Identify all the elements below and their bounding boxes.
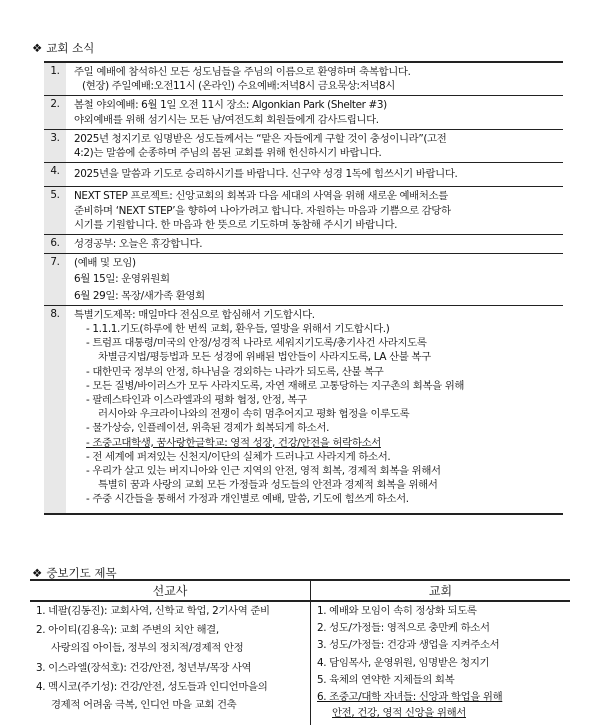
news-item: [44, 254, 563, 306]
news-item-text: 야외예배를 위해 섬기시는 모든 남/여전도회 회원들에게 감사드립니다.: [74, 113, 379, 126]
missionary-item: 1. 네팔(김동진): 교회사역, 신학교 학업, 2기사역 준비: [36, 605, 270, 617]
news-item-text: 준비하며 ‘NEXT STEP’을 향하여 나아가려고 합니다. 자원하는 마음과 기쁨으로 감당하: [74, 204, 451, 217]
diamond-bullet-icon: ❖: [32, 41, 43, 55]
news-item-number: 8.: [44, 305, 66, 513]
news-item-number: 5.: [44, 187, 66, 235]
church-item: 1. 예배와 모임이 속히 정상화 되도록: [317, 605, 477, 617]
news-item-text: (현장) 주일예배:오전11시 (온라인) 수요예배:저녁8시 금요묵상:저녁8시: [82, 80, 395, 93]
church-list: [311, 601, 571, 725]
prayer-item: - 주중 시간들을 통해서 가정과 개인별로 예배, 말씀, 기도에 힘쓰게 하소서.: [86, 493, 409, 506]
news-item-text: NEXT STEP 프로젝트: 신앙교회의 회복과 다음 세대의 사역을 위해 새로운 예배처소를: [74, 190, 448, 203]
church-header: 교회: [311, 580, 571, 601]
intercession-table: [30, 579, 570, 725]
church-item: 5. 육체의 연약한 지체들의 회복: [317, 673, 455, 686]
church-item: 3. 성도/가정들: 건강과 생업을 지켜주소서: [317, 639, 500, 652]
news-item-text: 4:2)는 말씀에 순종하며 주님의 몸된 교회를 위해 헌신하시기 바랍니다.: [74, 147, 382, 160]
news-item-number: 6.: [44, 235, 66, 254]
news-item-text: (예배 및 모임): [74, 257, 136, 270]
news-item: [44, 235, 563, 254]
prayer-item: - 모든 질병/바이러스가 모두 사라지도록, 자연 재해로 고통당하는 지구촌의 회복을 위해: [86, 379, 465, 392]
news-item: [44, 129, 563, 162]
missionary-list: [30, 601, 311, 725]
missionary-header: 선교사: [30, 580, 311, 601]
news-item: [44, 96, 563, 129]
meeting-line: 6월 15일: 운영위원회: [74, 273, 170, 286]
news-item: [44, 305, 563, 513]
prayer-item-continued: 차별금지법/평등법과 모든 성경에 위배된 법안들이 사라지도록, LA 산불 복구: [98, 351, 431, 364]
news-item-number: 2.: [44, 96, 66, 129]
news-item-text: 특별기도제목: 매일마다 전심으로 합심해서 기도합시다.: [74, 308, 315, 321]
news-item-text: 성경공부: 오늘은 휴강합니다.: [74, 238, 203, 251]
news-item-text: 시기를 기원합니다. 한 마음과 한 뜻으로 기도하며 동참해 주시기 바랍니다.: [74, 218, 398, 231]
prayer-item: - 트럼프 대통령/미국의 안정/성경적 나라로 세워지기도록/총기사건 사라지도록: [86, 337, 427, 350]
news-section-title: [32, 40, 94, 56]
news-table: [44, 61, 563, 515]
missionary-item: 2. 아이티(김용옥): 교회 주변의 치안 해결, 사랑의집 아이들, 정부의 정치적/경제적 안정: [36, 624, 244, 655]
news-item: [44, 187, 563, 235]
prayer-item-continued: 러시아와 우크라이나와의 전쟁이 속히 멈추어지고 평화 협정을 이루도록: [98, 408, 410, 421]
church-item: 2. 성도/가정들: 영적으로 충만케 하소서: [317, 622, 490, 635]
diamond-bullet-icon: ❖: [32, 566, 43, 580]
missionary-item: 3. 이스라엘(장석호): 건강/안전, 청년부/목장 사역: [36, 661, 252, 674]
news-item: [44, 62, 563, 96]
prayer-item: - 조중고대학생, 꿈사랑한글학교: 영적 성장, 건강/안전을 허락하소서: [86, 436, 381, 449]
news-title-text: 교회 소식: [46, 41, 95, 55]
news-item-text: 2025년을 말씀과 기도로 승리하시기를 바랍니다. 신구약 성경 1독에 힘쓰시기 바랍니다.: [74, 168, 458, 181]
church-item: 6. 조중고/대학 자녀들: 신앙과 학업을 위해 안전, 건강, 영적 신앙을 위해서: [317, 691, 503, 720]
news-item-text: 주일 예배에 참석하신 모든 성도님들을 주님의 이름으로 환영하며 축복합니다.: [74, 66, 411, 78]
missionary-item: 4. 멕시코(주기성): 건강/안전, 성도들과 인디언마을의 경제적 어려움 극복, 인디언 마을 교회 건축: [36, 680, 268, 712]
news-item-text: 봄철 야외예배: 6월 1일 오전 11시 장소: Algonkian Park (Shelter #3): [74, 99, 387, 112]
prayer-item: - 우리가 살고 있는 버지니아와 인근 지역의 안전, 영적 회복, 경제적 회복을 위해서: [86, 465, 441, 478]
intercession-title-text: 중보기도 제목: [46, 566, 117, 580]
prayer-item: - 물가상승, 인플레이션, 위축된 경제가 회복되게 하소서.: [86, 422, 330, 435]
church-item: 4. 담임목사, 운영위원, 임명받은 청지기: [317, 656, 490, 669]
news-item-number: 3.: [44, 129, 66, 162]
prayer-item: - 전 세계에 퍼져있는 신천지/이단의 실체가 드러나고 사라지게 하소서.: [86, 450, 391, 463]
prayer-item-continued: 특별히 꿈과 사랑의 교회 모든 가정들과 성도들의 안전과 경제적 회복을 위해서: [98, 479, 438, 492]
prayer-item: - 대한민국 정부의 안정, 하나님을 경외하는 나라가 되도록, 산불 복구: [86, 365, 384, 378]
news-item-number: 4.: [44, 163, 66, 187]
news-item-number: 1.: [44, 62, 66, 96]
prayer-item: - 1.1.1.기도(하루에 한 번씩 교회, 환우들, 열방을 위해서 기도합시다.): [86, 323, 390, 336]
news-item-number: 7.: [44, 254, 66, 306]
news-item: [44, 163, 563, 187]
meeting-line: 6월 29일: 목장/새가족 환영회: [74, 289, 205, 302]
news-item-text: 2025년 청지기로 임명받은 성도들께서는 “맡은 자들에게 구할 것이 충성이니라”(고전: [74, 132, 447, 145]
prayer-item: - 팔레스타인과 이스라엘과의 평화 협정, 안정, 복구: [86, 394, 307, 407]
